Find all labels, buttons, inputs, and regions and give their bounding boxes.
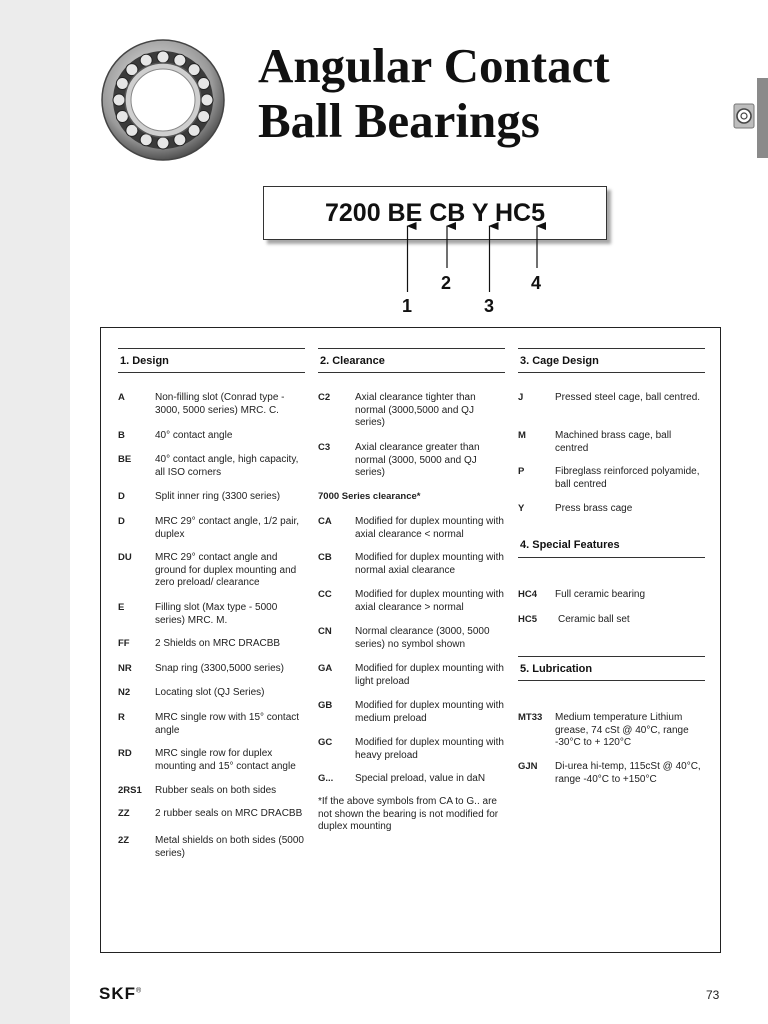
item-desc: MRC 29° contact angle, 1/2 pair, duplex <box>155 516 300 540</box>
item-desc: Medium temperature Lithium grease, 74 cSt @ 40°C, range -30°C to + 120°C <box>555 712 689 748</box>
item-desc: Axial clearance tighter than normal (3000,5000 and QJ series) <box>355 392 476 428</box>
item-code: GA <box>318 663 333 674</box>
bearing-ball <box>157 137 169 149</box>
item-desc: Axial clearance greater than normal (3000, 5000 and QJ series) <box>355 442 480 478</box>
item-code: N2 <box>118 687 131 698</box>
item-desc: Fibreglass reinforced polyamide, ball centred <box>555 466 700 490</box>
callout-4: 4 <box>531 273 542 293</box>
design-heading: 1. Design <box>118 348 305 373</box>
item-code: DU <box>118 552 132 563</box>
item-code: CN <box>318 626 332 637</box>
bearing-ball <box>157 51 169 63</box>
item-code: BE <box>118 454 132 465</box>
item-code: GB <box>318 700 333 711</box>
cage-heading: 3. Cage Design <box>518 348 705 373</box>
item-desc: Full ceramic bearing <box>555 589 646 600</box>
side-thumb-tab <box>757 78 768 158</box>
bearing-photo-icon <box>100 38 226 162</box>
clearance-subheading: 7000 Series clearance* <box>318 491 421 502</box>
item-desc: Ceramic ball set <box>558 614 630 625</box>
item-desc: Modified for duplex mounting with axial clearance > normal <box>355 589 504 613</box>
title-line-2: Ball Bearings <box>258 93 540 148</box>
item-code: D <box>118 516 125 527</box>
special-features-heading: 4. Special Features <box>518 533 705 558</box>
item-desc: MRC 29° contact angle and ground for duplex mounting and zero preload/ clearance <box>155 552 297 588</box>
item-code: E <box>118 602 125 613</box>
item-code: MT33 <box>518 712 543 723</box>
item-desc: MRC single row with 15° contact angle <box>155 712 300 736</box>
item-desc: 40° contact angle, high capacity, all ISO corners <box>155 454 299 478</box>
item-desc: Split inner ring (3300 series) <box>155 491 281 502</box>
bearing-ball <box>201 94 213 106</box>
item-desc: Metal shields on both sides (5000 series) <box>155 835 304 859</box>
page-title <box>258 38 610 148</box>
item-code: J <box>518 392 524 403</box>
item-code: 2RS1 <box>118 785 142 796</box>
page-number: 73 <box>706 988 720 1002</box>
bearing-ball <box>113 94 125 106</box>
clearance-footnote: *If the above symbols from CA to G.. are not shown the bearing is not modified for duplex mounting <box>318 796 499 832</box>
item-desc: 40° contact angle <box>155 430 233 441</box>
item-code: FF <box>118 638 130 649</box>
clearance-heading: 2. Clearance <box>318 348 505 373</box>
item-desc: 2 rubber seals on MRC DRACBB <box>155 808 303 819</box>
bearing-tab-icon <box>733 103 755 129</box>
item-desc: 2 Shields on MRC DRACBB <box>155 638 281 649</box>
item-desc: Modified for duplex mounting with normal axial clearance <box>355 552 504 576</box>
item-desc: MRC single row for duplex mounting and 15° contact angle <box>155 748 296 772</box>
item-code: ZZ <box>118 808 130 819</box>
item-desc: Machined brass cage, ball centred <box>555 430 672 454</box>
item-desc: Modified for duplex mounting with heavy preload <box>355 737 504 761</box>
item-code: HC5 <box>518 614 538 625</box>
brand-logo <box>99 984 141 1004</box>
callout-1: 1 <box>402 296 413 316</box>
item-code: RD <box>118 748 132 759</box>
item-desc: Modified for duplex mounting with light preload <box>355 663 504 687</box>
item-code: GJN <box>518 761 538 772</box>
item-desc: Pressed steel cage, ball centred. <box>555 392 701 403</box>
lubrication-heading: 5. Lubrication <box>518 656 705 681</box>
item-desc: Modified for duplex mounting with axial clearance < normal <box>355 516 504 540</box>
item-desc: Normal clearance (3000, 5000 series) no symbol shown <box>355 626 490 650</box>
designation-code-box <box>263 186 607 240</box>
item-desc: Snap ring (3300,5000 series) <box>155 663 284 674</box>
item-code: HC4 <box>518 589 538 600</box>
callout-3: 3 <box>484 296 495 316</box>
designation-code: 7200 BE CB Y HC5 <box>324 199 546 227</box>
callout-2: 2 <box>441 273 452 293</box>
item-desc: Filling slot (Max type - 5000 series) MRC. M. <box>155 602 278 626</box>
registered-mark: ® <box>136 987 142 995</box>
item-code: R <box>118 712 125 723</box>
item-code: 2Z <box>118 835 130 846</box>
item-desc: Press brass cage <box>555 503 633 514</box>
item-code: CB <box>318 552 332 563</box>
item-desc: Rubber seals on both sides <box>155 785 277 796</box>
item-desc: Di-urea hi-temp, 115cSt @ 40°C, range -40°C to +150°C <box>555 761 701 785</box>
item-code: C2 <box>318 392 331 403</box>
item-desc: Special preload, value in daN <box>355 773 486 784</box>
item-code: D <box>118 491 125 502</box>
item-code: M <box>518 430 526 441</box>
item-desc: Non-filling slot (Conrad type - 3000, 5000 series) MRC. C. <box>155 392 285 416</box>
item-code: C3 <box>318 442 331 453</box>
item-code: GC <box>318 737 333 748</box>
brand-name: SKF <box>99 984 136 1003</box>
title-line-1: Angular Contact <box>258 38 610 93</box>
item-code: NR <box>118 663 132 674</box>
item-code: A <box>118 392 125 403</box>
item-code: Y <box>518 503 525 514</box>
item-code: P <box>518 466 525 477</box>
item-code: CC <box>318 589 332 600</box>
item-code: B <box>118 430 125 441</box>
item-code: CA <box>318 516 332 527</box>
item-desc: Locating slot (QJ Series) <box>155 687 265 698</box>
item-desc: Modified for duplex mounting with medium preload <box>355 700 504 724</box>
item-code: G... <box>318 773 334 784</box>
